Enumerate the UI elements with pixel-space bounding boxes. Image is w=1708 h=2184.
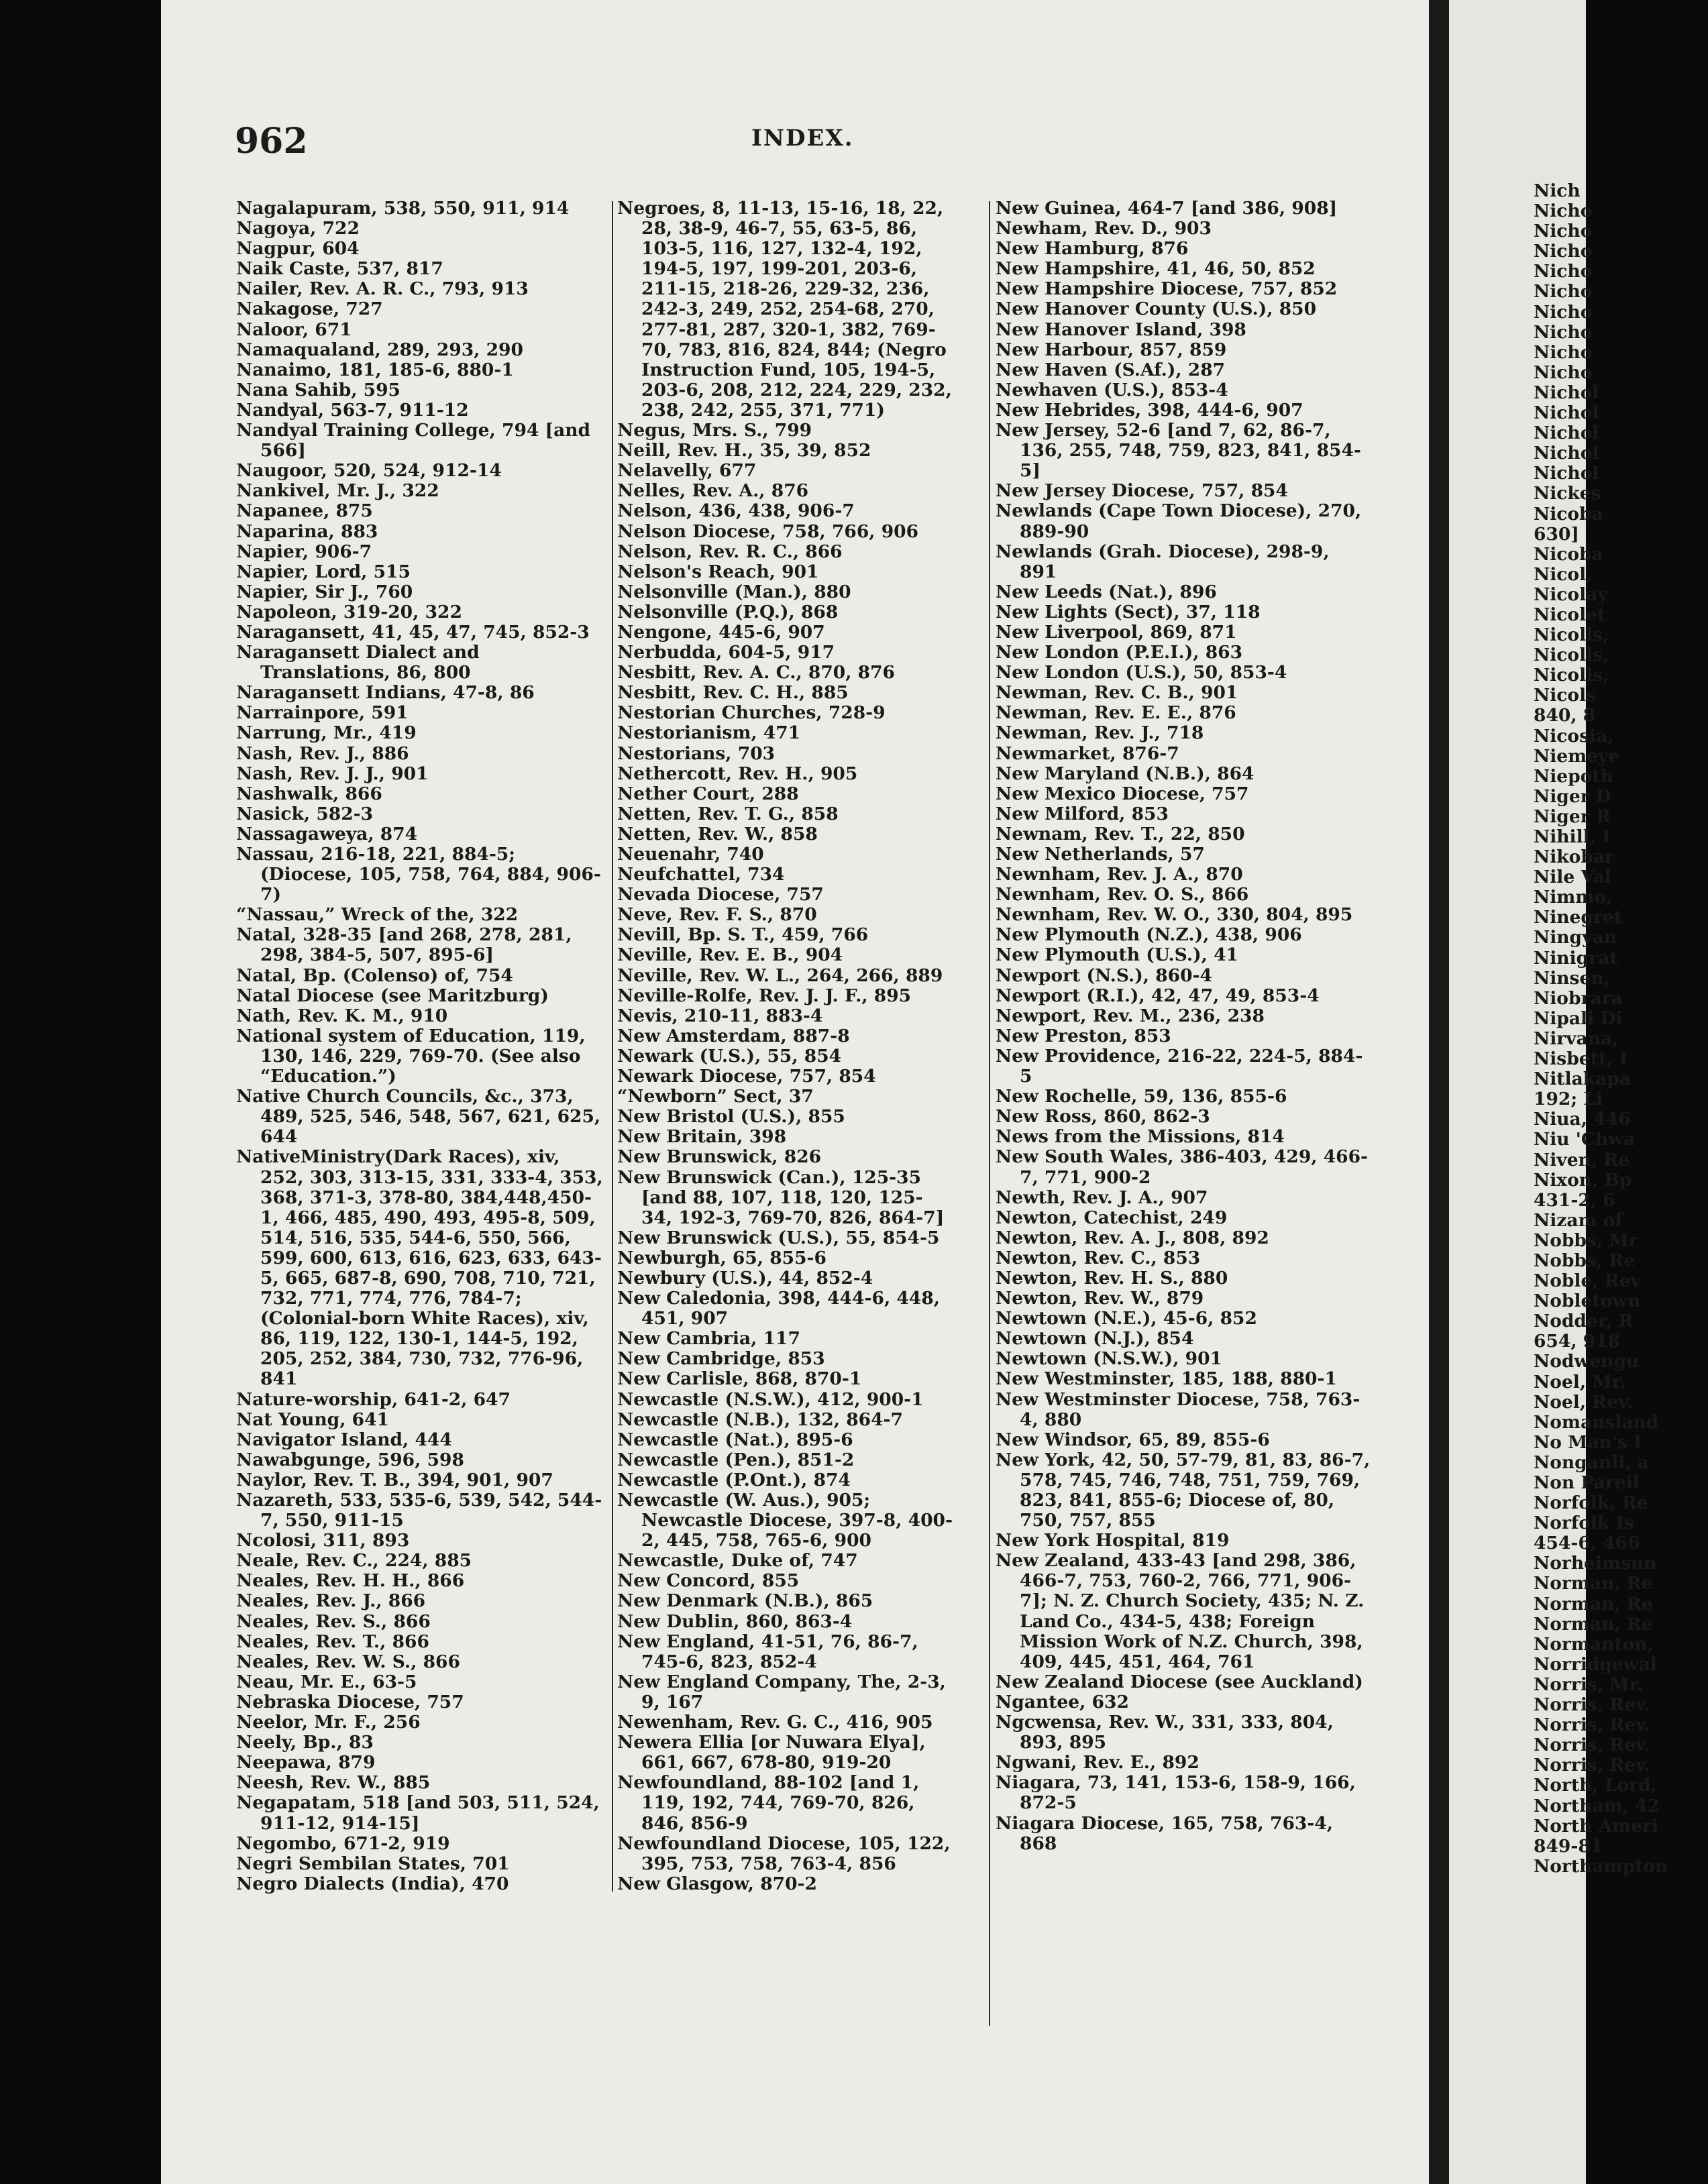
index-entry: Nicho bbox=[1534, 221, 1593, 242]
index-entry: Nipali Di bbox=[1534, 1007, 1623, 1029]
index-entry: Newcastle (W. Aus.), 905; Newcastle Diocese, 397-8, 400-2, 445, 758, 765-6, 900 bbox=[617, 1490, 953, 1551]
index-entry: Newfoundland, 88-102 [and 1, 119, 192, 744, 769-70, 826, 846, 856-9 bbox=[617, 1772, 920, 1834]
index-entry: New Rochelle, 59, 136, 855-6 bbox=[996, 1086, 1287, 1107]
index-entry: Nizam of bbox=[1534, 1209, 1623, 1231]
index-entry: Nichol bbox=[1534, 402, 1599, 424]
index-entry: Napoleon, 319-20, 322 bbox=[236, 601, 462, 622]
index-entry: New Brunswick (Can.), 125-35 [and 88, 107, 118, 120, 125-34, 192-3, 769-70, 826, 864-7] bbox=[617, 1166, 945, 1228]
index-entry: New Milford, 853 bbox=[996, 803, 1169, 824]
index-entry: New Amsterdam, 887-8 bbox=[617, 1025, 850, 1046]
index-entry: Nodwengu bbox=[1534, 1351, 1640, 1372]
index-entry: Napier, Lord, 515 bbox=[236, 561, 411, 582]
index-entry: New Haven (S.Af.), 287 bbox=[996, 359, 1226, 380]
index-entry: Netten, Rev. W., 858 bbox=[617, 823, 818, 844]
index-entry: New England Company, The, 2-3, 9, 167 bbox=[617, 1671, 946, 1712]
index-entry: Nelson, Rev. R. C., 866 bbox=[617, 541, 843, 562]
index-entry: Nichol bbox=[1534, 423, 1599, 444]
index-entry: “Nassau,” Wreck of the, 322 bbox=[236, 904, 519, 926]
index-entry: Nankivel, Mr. J., 322 bbox=[236, 480, 439, 502]
index-entry: New Liverpool, 869, 871 bbox=[996, 621, 1237, 643]
index-entry: Natal, 328-35 [and 268, 278, 281, 298, 384-5, 507, 895-6] bbox=[236, 924, 572, 966]
index-entry: Nashwalk, 866 bbox=[236, 783, 382, 804]
column-rule bbox=[989, 201, 990, 2026]
index-entry: Newton, Rev. H. S., 880 bbox=[996, 1267, 1228, 1289]
index-entry: Norris, Rev. bbox=[1534, 1714, 1651, 1736]
index-entry: New Dublin, 860, 863-4 bbox=[617, 1610, 853, 1632]
index-entry: Normanton, bbox=[1534, 1633, 1654, 1655]
index-entry: Nicolls, bbox=[1534, 645, 1609, 666]
index-entry: Naik Caste, 537, 817 bbox=[236, 258, 443, 280]
index-entry: Newport, Rev. M., 236, 238 bbox=[996, 1005, 1265, 1026]
index-entry: New Jersey Diocese, 757, 854 bbox=[996, 480, 1288, 502]
index-entry: Neufchattel, 734 bbox=[617, 864, 785, 885]
index-entry: Nile Val bbox=[1534, 867, 1611, 888]
index-entry: Nicols bbox=[1534, 685, 1597, 706]
index-entry: Newenham, Rev. G. C., 416, 905 bbox=[617, 1712, 933, 1733]
index-entry: Nisbett, I bbox=[1534, 1048, 1627, 1070]
index-entry: North, Lord, bbox=[1534, 1775, 1657, 1796]
index-entry: Negri Sembilan States, 701 bbox=[236, 1853, 510, 1874]
index-entry: New Windsor, 65, 89, 855-6 bbox=[996, 1429, 1270, 1450]
index-entry: Nevada Diocese, 757 bbox=[617, 884, 824, 906]
index-entry: Newcastle, Duke of, 747 bbox=[617, 1550, 858, 1572]
index-entry: Newtown (N.S.W.), 901 bbox=[996, 1348, 1222, 1370]
index-entry: New Maryland (N.B.), 864 bbox=[996, 763, 1255, 784]
index-entry: Nicho bbox=[1534, 201, 1593, 222]
index-entry: Neville, Rev. W. L., 264, 266, 889 bbox=[617, 965, 943, 986]
index-entry: New Brunswick (U.S.), 55, 854-5 bbox=[617, 1227, 940, 1248]
index-entry: Newera Ellia [or Nuwara Elya], 661, 667, 678-80, 919-20 bbox=[617, 1732, 926, 1773]
index-entry: Niger R bbox=[1534, 806, 1611, 827]
index-entry: Newbury (U.S.), 44, 852-4 bbox=[617, 1267, 873, 1289]
index-entry: Niemeye bbox=[1534, 745, 1620, 767]
index-entry: Negus, Mrs. S., 799 bbox=[617, 420, 812, 441]
index-entry: Ningyan bbox=[1534, 927, 1617, 948]
index-entry: 849-81 bbox=[1534, 1835, 1603, 1857]
index-entry: Nesbitt, Rev. A. C., 870, 876 bbox=[617, 662, 895, 684]
index-column-3 bbox=[996, 199, 1371, 1854]
index-entry: Nat Young, 641 bbox=[236, 1409, 389, 1430]
index-entry: New London (U.S.), 50, 853-4 bbox=[996, 662, 1287, 684]
index-entry: New Hamburg, 876 bbox=[996, 238, 1189, 260]
index-entry: Nash, Rev. J. J., 901 bbox=[236, 763, 429, 784]
index-entry: New Plymouth (U.S.), 41 bbox=[996, 944, 1238, 966]
index-entry: Negapatam, 518 [and 503, 511, 524, 911-12, 914-15] bbox=[236, 1792, 600, 1834]
index-entry: Norman, Re bbox=[1534, 1573, 1653, 1594]
index-entry: Newcastle (Nat.), 895-6 bbox=[617, 1429, 853, 1450]
index-entry: New Caledonia, 398, 444-6, 448, 451, 907 bbox=[617, 1288, 940, 1329]
index-entry: New Providence, 216-22, 224-5, 884-5 bbox=[996, 1045, 1363, 1087]
index-entry: New Denmark (N.B.), 865 bbox=[617, 1590, 873, 1612]
index-entry: Neales, Rev. H. H., 866 bbox=[236, 1570, 465, 1592]
index-entry: Nanaimo, 181, 185-6, 880-1 bbox=[236, 359, 514, 380]
index-entry: Nobbs, Mr bbox=[1534, 1230, 1638, 1251]
index-entry: Namaqualand, 289, 293, 290 bbox=[236, 339, 523, 360]
index-entry: Newport (R.I.), 42, 47, 49, 853-4 bbox=[996, 985, 1320, 1006]
index-entry: New Ross, 860, 862-3 bbox=[996, 1106, 1210, 1128]
index-entry: Norris, Rev. bbox=[1534, 1735, 1651, 1756]
index-entry: Nicol, bbox=[1534, 563, 1593, 585]
index-entry: Negroes, 8, 11-13, 15-16, 18, 22, 28, 38-9, 46-7, 55, 63-5, 86, 103-5, 116, 127, 132-4, 192, 194-5, 197, 199-201, 203-6, 211-15, 218-26, 229-32, 236, 242-3, 249, 252, 254-68, 270, 277-81, 287, 320-1, 382, 769-70, 783, 816, 824, 844; (Negro Instruction Fund, 105, 194-5, 203-6, 208, 212, 224, 229, 232, 238, 242, 255, 371, 771) bbox=[617, 198, 952, 421]
index-entry: Nethercott, Rev. H., 905 bbox=[617, 763, 858, 784]
index-entry: Neau, Mr. E., 63-5 bbox=[236, 1671, 417, 1692]
index-entry: Netten, Rev. T. G., 858 bbox=[617, 803, 839, 824]
column-rule bbox=[612, 201, 613, 1892]
index-entry: Niagara, 73, 141, 153-6, 158-9, 166, 872-5 bbox=[996, 1772, 1356, 1814]
index-entry: Newnham, Rev. W. O., 330, 804, 895 bbox=[996, 904, 1353, 926]
index-entry: Nobbs, Re bbox=[1534, 1250, 1636, 1271]
index-entry: Newton, Rev. C., 853 bbox=[996, 1247, 1201, 1268]
index-entry: Neill, Rev. H., 35, 39, 852 bbox=[617, 440, 871, 461]
index-entry: New Hampshire Diocese, 757, 852 bbox=[996, 278, 1338, 300]
index-entry: Napier, Sir J., 760 bbox=[236, 581, 413, 602]
index-entry: Niepoth bbox=[1534, 765, 1613, 787]
index-entry: Nelavelly, 677 bbox=[617, 460, 757, 482]
index-entry: New South Wales, 386-403, 429, 466-7, 771, 900-2 bbox=[996, 1146, 1369, 1188]
index-entry: No Man's I bbox=[1534, 1431, 1642, 1453]
index-entry: Nagalapuram, 538, 550, 911, 914 bbox=[236, 198, 570, 219]
index-entry: Nicoba bbox=[1534, 503, 1603, 525]
index-entry: Newark (U.S.), 55, 854 bbox=[617, 1045, 842, 1067]
index-entry: Newnham, Rev. J. A., 870 bbox=[996, 864, 1243, 885]
index-entry: News from the Missions, 814 bbox=[996, 1126, 1285, 1148]
index-entry: Niven, Re bbox=[1534, 1149, 1630, 1170]
index-entry: Nailer, Rev. A. R. C., 793, 913 bbox=[236, 278, 529, 300]
index-entry: Nath, Rev. K. M., 910 bbox=[236, 1005, 448, 1026]
index-entry: Nikobar bbox=[1534, 847, 1614, 868]
index-entry: Nandyal, 563-7, 911-12 bbox=[236, 399, 469, 421]
index-entry: Ngwani, Rev. E., 892 bbox=[996, 1752, 1199, 1773]
index-entry: Newnham, Rev. O. S., 866 bbox=[996, 884, 1249, 906]
index-entry: Niu 'Chwa bbox=[1534, 1129, 1636, 1150]
index-entry: Newton, Rev. A. J., 808, 892 bbox=[996, 1227, 1269, 1248]
index-column-4-partial bbox=[1534, 181, 1708, 1877]
index-entry: New Mexico Diocese, 757 bbox=[996, 783, 1249, 804]
index-entry: Naparina, 883 bbox=[236, 521, 378, 542]
index-entry: Norris, Mr. bbox=[1534, 1674, 1644, 1695]
index-entry: Newfoundland Diocese, 105, 122, 395, 753, 758, 763-4, 856 bbox=[617, 1833, 951, 1874]
index-entry: Nazareth, 533, 535-6, 539, 542, 544-7, 550, 911-15 bbox=[236, 1490, 602, 1531]
index-entry: Nobletown bbox=[1534, 1291, 1641, 1312]
index-column-2 bbox=[617, 199, 953, 1894]
index-entry: Nicolet bbox=[1534, 604, 1606, 625]
index-entry: Neuenahr, 740 bbox=[617, 844, 764, 865]
index-entry: Neville-Rolfe, Rev. J. J. F., 895 bbox=[617, 985, 912, 1006]
index-entry: Newlands (Cape Town Diocese), 270, 889-90 bbox=[996, 500, 1362, 542]
index-entry: Nicolls, bbox=[1534, 624, 1609, 646]
index-entry: 192; Li bbox=[1534, 1089, 1603, 1110]
index-entry: Neely, Bp., 83 bbox=[236, 1732, 374, 1753]
index-entry: Nelson Diocese, 758, 766, 906 bbox=[617, 521, 919, 542]
index-entry: Native Church Councils, &c., 373, 489, 525, 546, 548, 567, 621, 625, 644 bbox=[236, 1086, 601, 1148]
index-entry: New Netherlands, 57 bbox=[996, 844, 1205, 865]
index-entry: New Zealand Diocese (see Auckland) bbox=[996, 1671, 1363, 1692]
index-entry: Norridgewal bbox=[1534, 1653, 1657, 1675]
index-entry: New Guinea, 464-7 [and 386, 908] bbox=[996, 198, 1338, 219]
index-entry: Newton, Catechist, 249 bbox=[996, 1207, 1228, 1228]
index-entry: Nelsonville (P.Q.), 868 bbox=[617, 601, 839, 622]
index-entry: Norfolk, Re bbox=[1534, 1492, 1648, 1514]
index-entry: Norris, Rev. bbox=[1534, 1755, 1651, 1776]
index-entry: Noel, Mr. bbox=[1534, 1371, 1626, 1393]
index-entry: Newhaven (U.S.), 853-4 bbox=[996, 379, 1228, 400]
index-entry: New Hanover Island, 398 bbox=[996, 319, 1246, 340]
index-entry: Nodder, R bbox=[1534, 1311, 1634, 1332]
index-entry: Nengone, 445-6, 907 bbox=[617, 621, 825, 643]
index-entry: Newtown (N.J.), 854 bbox=[996, 1328, 1194, 1350]
index-entry: New York, 42, 50, 57-79, 81, 83, 86-7, 578, 745, 746, 748, 751, 759, 769, 823, 841, 855-6; Diocese of, 80, 750, 757, 855 bbox=[996, 1449, 1371, 1531]
index-entry: Nichol bbox=[1534, 382, 1599, 403]
index-entry: Newham, Rev. D., 903 bbox=[996, 218, 1212, 239]
index-entry: Newcastle (P.Ont.), 874 bbox=[617, 1469, 851, 1490]
index-entry: Neelor, Mr. F., 256 bbox=[236, 1712, 421, 1733]
index-entry: Niua, 446 bbox=[1534, 1109, 1631, 1130]
index-entry: Nich bbox=[1534, 180, 1581, 201]
index-entry: Neales, Rev. T., 866 bbox=[236, 1631, 429, 1652]
index-entry: Newmarket, 876-7 bbox=[996, 743, 1179, 764]
index-entry: Naragansett, 41, 45, 47, 745, 852-3 bbox=[236, 621, 590, 643]
index-entry: National system of Education, 119, 130, 146, 229, 769-70. (See also “Education.”) bbox=[236, 1025, 586, 1087]
index-entry: Nesbitt, Rev. C. H., 885 bbox=[617, 682, 849, 704]
index-entry: New York Hospital, 819 bbox=[996, 1530, 1230, 1551]
index-entry: Newman, Rev. J., 718 bbox=[996, 722, 1204, 744]
index-entry: Nicho bbox=[1534, 362, 1593, 383]
index-entry: Norman, Re bbox=[1534, 1593, 1653, 1615]
index-entry: Newman, Rev. E. E., 876 bbox=[996, 702, 1236, 724]
index-entry: Newcastle (N.S.W.), 412, 900-1 bbox=[617, 1388, 924, 1410]
index-entry: Nicho bbox=[1534, 241, 1593, 262]
index-entry: Ngantee, 632 bbox=[996, 1691, 1129, 1712]
index-entry: Norris, Rev. bbox=[1534, 1694, 1651, 1716]
index-entry: New Zealand, 433-43 [and 298, 386, 466-7, 753, 760-2, 766, 771, 906-7]; N. Z. Church Society, 435; N. Z. Land Co., 434-5, 438; Foreign Mission Work of N.Z. Church, 398, 409, 445, 451, 464, 761 bbox=[996, 1550, 1365, 1672]
index-entry: 654, 918 bbox=[1534, 1331, 1621, 1352]
index-entry: Narrainpore, 591 bbox=[236, 702, 409, 724]
index-entry: Newcastle (Pen.), 851-2 bbox=[617, 1449, 855, 1470]
index-entry: Nevis, 210-11, 883-4 bbox=[617, 1005, 823, 1026]
index-entry: Nimmo, bbox=[1534, 887, 1613, 908]
page-number: 962 bbox=[235, 121, 308, 162]
index-entry: Neales, Rev. J., 866 bbox=[236, 1590, 426, 1612]
index-entry: Niger D bbox=[1534, 785, 1611, 807]
index-entry: New Cambridge, 853 bbox=[617, 1348, 825, 1370]
index-entry: Newburgh, 65, 855-6 bbox=[617, 1247, 826, 1268]
index-entry: Nelson's Reach, 901 bbox=[617, 561, 819, 582]
index-entry: Napanee, 875 bbox=[236, 500, 373, 522]
index-entry: 431-2, 6 bbox=[1534, 1189, 1615, 1211]
index-entry: Neepawa, 879 bbox=[236, 1752, 376, 1773]
index-entry: Nicosia, bbox=[1534, 725, 1614, 747]
index-entry: Nomansland bbox=[1534, 1411, 1659, 1433]
index-entry: Nassau, 216-18, 221, 884-5; (Diocese, 105, 758, 764, 884, 906-7) bbox=[236, 844, 601, 906]
index-entry: Nickes bbox=[1534, 483, 1601, 504]
index-entry: Ninegret bbox=[1534, 907, 1623, 928]
index-entry: Nicoba bbox=[1534, 543, 1603, 565]
index-entry: Nasick, 582-3 bbox=[236, 803, 374, 824]
index-entry: Natal, Bp. (Colenso) of, 754 bbox=[236, 965, 513, 986]
index-entry: New Glasgow, 870-2 bbox=[617, 1873, 817, 1894]
index-entry: Neale, Rev. C., 224, 885 bbox=[236, 1550, 472, 1572]
index-entry: Norfolk Is bbox=[1534, 1513, 1634, 1534]
index-entry: Nassagaweya, 874 bbox=[236, 823, 418, 844]
index-entry: New Bristol (U.S.), 855 bbox=[617, 1106, 845, 1128]
index-entry: New Plymouth (N.Z.), 438, 906 bbox=[996, 924, 1302, 946]
index-entry: Nevill, Bp. S. T., 459, 766 bbox=[617, 924, 869, 946]
index-entry: New Brunswick, 826 bbox=[617, 1146, 822, 1168]
index-entry: Nelson, 436, 438, 906-7 bbox=[617, 500, 855, 522]
page-title: INDEX. bbox=[751, 125, 854, 152]
index-entry: Nagpur, 604 bbox=[236, 238, 360, 260]
index-entry: Northam, 42 bbox=[1534, 1795, 1660, 1816]
index-entry: Newton, Rev. W., 879 bbox=[996, 1288, 1204, 1309]
index-entry: NativeMinistry(Dark Races), xiv, 252, 303, 313-15, 331, 333-4, 353, 368, 371-3, 378-80, 384,448,450-1, 466, 485, 490, 493, 495-8, 509, 514, 516, 535, 544-6, 550, 566, 599, 600, 613, 616, 623, 633, 643-5, 665, 687-8, 690, 708, 710, 721, 732, 771, 774, 776, 784-7; (Colonial-born White Races), xiv, 86, 119, 122, 130-1, 144-5, 192, 205, 252, 384, 730, 732, 776-96, 841 bbox=[236, 1146, 603, 1390]
index-entry: Nicolay bbox=[1534, 584, 1608, 605]
index-entry: Nestorian Churches, 728-9 bbox=[617, 702, 886, 724]
index-entry: Nether Court, 288 bbox=[617, 783, 799, 804]
index-entry: Nature-worship, 641-2, 647 bbox=[236, 1388, 511, 1410]
index-entry: Nicolls, bbox=[1534, 665, 1609, 686]
index-entry: Ngcwensa, Rev. W., 331, 333, 804, 893, 895 bbox=[996, 1712, 1334, 1753]
index-entry: 454-6, 466 bbox=[1534, 1533, 1640, 1554]
index-entry: Nestorianism, 471 bbox=[617, 722, 801, 744]
index-entry: New Westminster Diocese, 758, 763-4, 880 bbox=[996, 1388, 1360, 1430]
index-entry: 630] bbox=[1534, 523, 1579, 545]
index-entry: Nitlakapa bbox=[1534, 1069, 1631, 1090]
index-entry: New Carlisle, 868, 870-1 bbox=[617, 1368, 862, 1390]
index-entry: Niobrara bbox=[1534, 987, 1623, 1009]
index-entry: Nicho bbox=[1534, 321, 1593, 343]
index-entry: Nakagose, 727 bbox=[236, 298, 383, 320]
index-entry: New Concord, 855 bbox=[617, 1570, 800, 1592]
index-entry: Naloor, 671 bbox=[236, 319, 352, 340]
index-entry: New Lights (Sect), 37, 118 bbox=[996, 601, 1261, 622]
index-entry: New Hanover County (U.S.), 850 bbox=[996, 298, 1317, 320]
index-entry: New Preston, 853 bbox=[996, 1025, 1171, 1046]
index-entry: New Harbour, 857, 859 bbox=[996, 339, 1227, 360]
index-entry: Ncolosi, 311, 893 bbox=[236, 1530, 410, 1551]
index-entry: Nirvana, bbox=[1534, 1028, 1619, 1049]
index-entry: Narrung, Mr., 419 bbox=[236, 722, 417, 744]
index-entry: Nerbudda, 604-5, 917 bbox=[617, 642, 835, 663]
index-entry: Newnam, Rev. T., 22, 850 bbox=[996, 823, 1245, 844]
index-entry: Naugoor, 520, 524, 912-14 bbox=[236, 460, 502, 482]
index-entry: Ninigrat bbox=[1534, 947, 1618, 969]
index-entry: Newport (N.S.), 860-4 bbox=[996, 965, 1212, 986]
index-entry: Nelles, Rev. A., 876 bbox=[617, 480, 809, 502]
index-entry: Nicho bbox=[1534, 301, 1593, 323]
index-entry: New Hebrides, 398, 444-6, 907 bbox=[996, 399, 1303, 421]
index-entry: Northampton bbox=[1534, 1855, 1668, 1877]
index-entry: New Hampshire, 41, 46, 50, 852 bbox=[996, 258, 1316, 280]
index-entry: Neesh, Rev. W., 885 bbox=[236, 1772, 431, 1794]
index-entry: Neales, Rev. W. S., 866 bbox=[236, 1651, 460, 1672]
index-entry: Nebraska Diocese, 757 bbox=[236, 1691, 464, 1712]
index-entry: Nelsonville (Man.), 880 bbox=[617, 581, 851, 602]
index-entry: New England, 41-51, 76, 86-7, 745-6, 823, 852-4 bbox=[617, 1631, 918, 1672]
index-entry: Nicho bbox=[1534, 281, 1593, 303]
index-entry: Newark Diocese, 757, 854 bbox=[617, 1066, 876, 1087]
index-entry: Neales, Rev. S., 866 bbox=[236, 1610, 431, 1632]
index-entry: Newlands (Grah. Diocese), 298-9, 891 bbox=[996, 541, 1330, 582]
index-entry: North Ameri bbox=[1534, 1815, 1659, 1837]
index-entry: Noel, Rev. bbox=[1534, 1391, 1634, 1413]
index-entry: Nana Sahib, 595 bbox=[236, 379, 401, 400]
index-entry: Norman, Re bbox=[1534, 1613, 1653, 1635]
index-entry: New Leeds (Nat.), 896 bbox=[996, 581, 1217, 602]
index-entry: “Newborn” Sect, 37 bbox=[617, 1086, 814, 1107]
index-entry: Nagoya, 722 bbox=[236, 218, 360, 239]
index-entry: Newman, Rev. C. B., 901 bbox=[996, 682, 1238, 704]
index-entry: Naragansett Indians, 47-8, 86 bbox=[236, 682, 535, 704]
index-entry: Noble, Rev bbox=[1534, 1270, 1642, 1292]
index-entry: 840, 8 bbox=[1534, 705, 1596, 726]
index-entry: Nicho bbox=[1534, 261, 1593, 282]
index-entry: Neve, Rev. F. S., 870 bbox=[617, 904, 817, 926]
index-entry: Negombo, 671-2, 919 bbox=[236, 1833, 450, 1854]
index-column-1 bbox=[236, 199, 605, 1894]
index-entry: Newth, Rev. J. A., 907 bbox=[996, 1187, 1208, 1208]
index-entry: Navigator Island, 444 bbox=[236, 1429, 452, 1450]
index-entry: Nichol bbox=[1534, 443, 1599, 464]
index-entry: Nestorians, 703 bbox=[617, 743, 776, 764]
index-entry: Nawabgunge, 596, 598 bbox=[236, 1449, 464, 1470]
index-entry: Napier, 906-7 bbox=[236, 541, 372, 562]
index-entry: Naylor, Rev. T. B., 394, 901, 907 bbox=[236, 1469, 553, 1490]
index-entry: Neville, Rev. E. B., 904 bbox=[617, 944, 843, 966]
index-entry: New Jersey, 52-6 [and 7, 62, 86-7, 136, 255, 748, 759, 823, 841, 854-5] bbox=[996, 420, 1361, 482]
index-entry: Nihill, I bbox=[1534, 826, 1611, 847]
index-entry: Newcastle (N.B.), 132, 864-7 bbox=[617, 1409, 903, 1430]
index-entry: New Westminster, 185, 188, 880-1 bbox=[996, 1368, 1337, 1390]
index-entry: Nonganli, a bbox=[1534, 1452, 1649, 1473]
index-entry: Natal Diocese (see Maritzburg) bbox=[236, 985, 549, 1006]
index-entry: Norheimsun bbox=[1534, 1553, 1657, 1574]
index-entry: Negro Dialects (India), 470 bbox=[236, 1873, 509, 1894]
index-entry: Nash, Rev. J., 886 bbox=[236, 743, 409, 764]
index-entry: Nixon, Bp bbox=[1534, 1169, 1632, 1191]
index-entry: Nichol bbox=[1534, 463, 1599, 484]
index-entry: Ninsen, bbox=[1534, 967, 1610, 989]
index-entry: Niagara Diocese, 165, 758, 763-4, 868 bbox=[996, 1812, 1333, 1854]
index-entry: New Cambria, 117 bbox=[617, 1328, 800, 1350]
index-entry: Non Pareil bbox=[1534, 1472, 1640, 1493]
index-entry: Naragansett Dialect and Translations, 86, 800 bbox=[236, 642, 480, 684]
index-entry: Nandyal Training College, 794 [and 566] bbox=[236, 420, 591, 461]
index-entry: Newtown (N.E.), 45-6, 852 bbox=[996, 1308, 1257, 1329]
index-entry: New Britain, 398 bbox=[617, 1126, 787, 1148]
index-entry: New London (P.E.I.), 863 bbox=[996, 642, 1243, 663]
index-entry: Nicho bbox=[1534, 341, 1593, 363]
